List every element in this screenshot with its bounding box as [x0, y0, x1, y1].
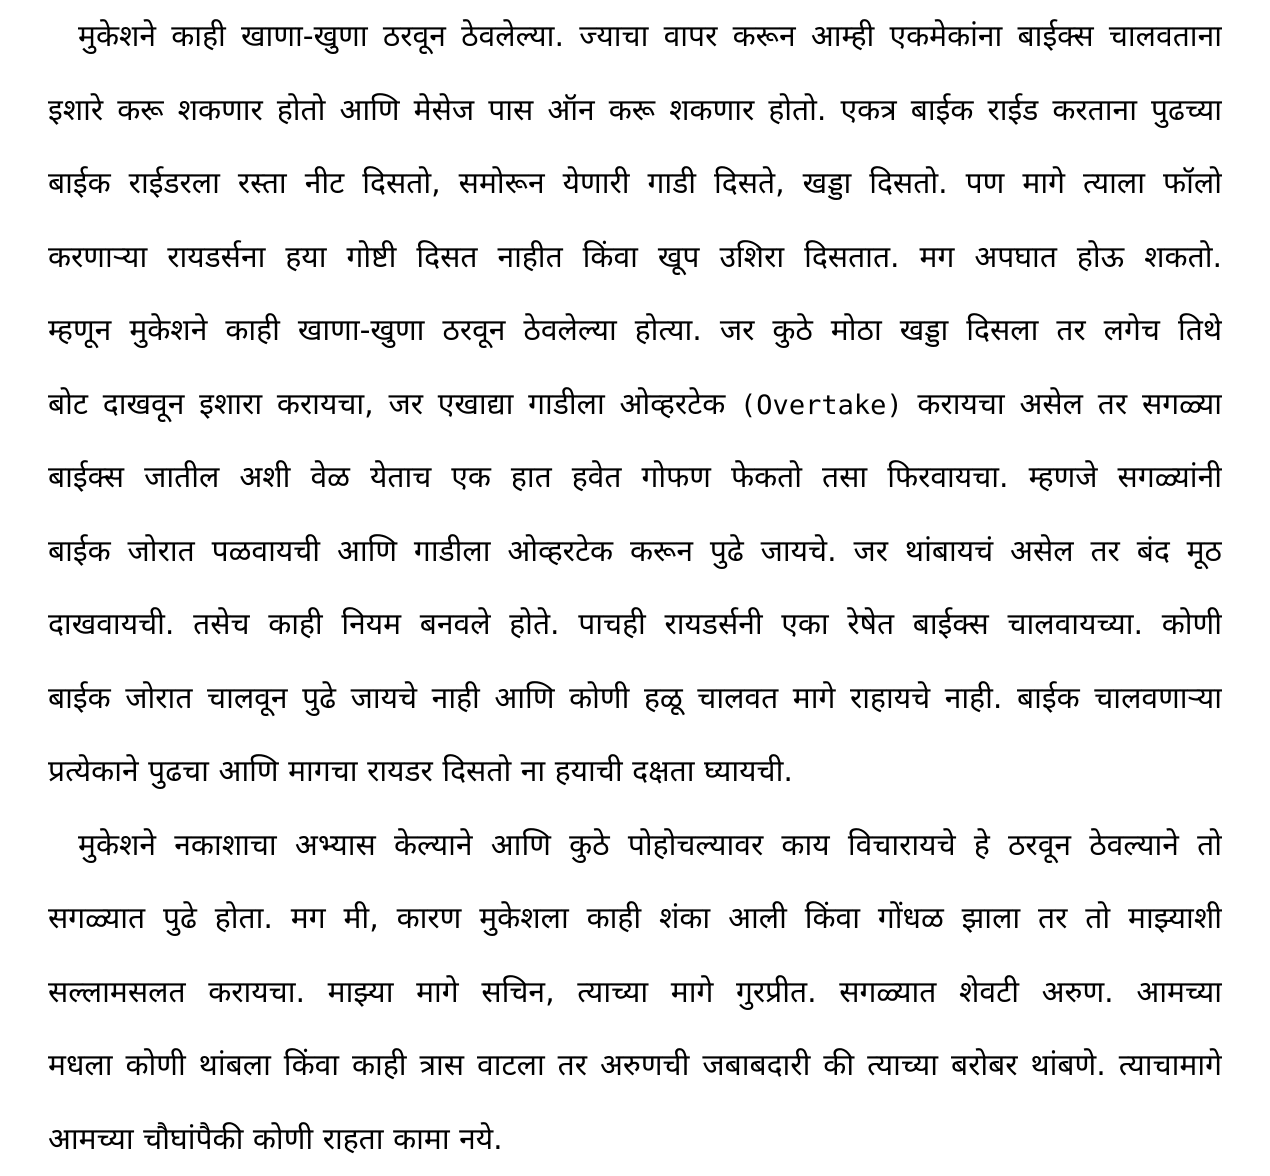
text-line: आमच्या चौघांपैकी कोणी राहता कामा नये.: [48, 1121, 503, 1157]
text-line: बाईक जोरात पळवायची आणि गाडीला ओव्हरटेक करून पुढे जायचे. जर थांबायचं असेल तर बंद मूठ: [48, 533, 1222, 569]
text-block: [48, 0, 1222, 1176]
text-line: दाखवायची. तसेच काही नियम बनवले होते. पाचही रायडर्सनी एका रेषेत बाईक्स चालवायच्या. कोणी: [48, 607, 1222, 642]
text-line: बाईक जोरात चालवून पुढे जायचे नाही आणि कोणी हळू चालवत मागे राहायचे नाही. बाईक चालवणाऱ्या: [48, 680, 1222, 716]
paragraph: [48, 0, 1222, 809]
text-line: बोट दाखवून इशारा करायचा, जर एखाद्या गाडीला ओव्हरटेक (Overtake) करायचा असेल तर सगळ्या: [48, 386, 1222, 422]
text-line: सगळ्यात पुढे होता. मग मी, कारण मुकेशला काही शंका आली किंवा गोंधळ झाला तर तो माझ्याशी: [48, 901, 1222, 936]
paragraph: [48, 809, 1222, 1176]
text-line: बाईक राईडरला रस्ता नीट दिसतो, समोरून येणारी गाडी दिसते, खड्डा दिसतो. पण मागे त्याला फॉलो: [48, 166, 1222, 201]
latin-inline-text: (Overtake): [740, 389, 903, 421]
text-line: मुकेशने नकाशाचा अभ्यास केल्याने आणि कुठे पोहोचल्यावर काय विचारायचे हे ठरवून ठेवल्याने तो: [78, 827, 1222, 863]
text-line: बाईक्स जातील अशी वेळ येताच एक हात हवेत गोफण फेकतो तसा फिरवायचा. म्हणजे सगळ्यांनी: [48, 460, 1222, 495]
text-line: मुकेशने काही खाणा-खुणा ठरवून ठेवलेल्या. ज्याचा वापर करून आम्ही एकमेकांना बाईक्स चालवताना: [78, 19, 1222, 54]
text-line: सल्लामसलत करायचा. माझ्या मागे सचिन, त्याच्या मागे गुरप्रीत. सगळ्यात शेवटी अरुण. आमच्या: [48, 974, 1222, 1010]
text-line: मधला कोणी थांबला किंवा काही त्रास वाटला तर अरुणची जबाबदारी की त्याच्या बरोबर थांबणे. त्याचामागे: [48, 1048, 1222, 1083]
text-line: करणाऱ्या रायडर्सना हया गोष्टी दिसत नाहीत किंवा खूप उशिरा दिसतात. मग अपघात होऊ शकतो.: [48, 239, 1222, 275]
text-line: इशारे करू शकणार होतो आणि मेसेज पास ऑन करू शकणार होतो. एकत्र बाईक राईड करताना पुढच्या: [48, 92, 1222, 128]
text-line: प्रत्येकाने पुढचा आणि मागचा रायडर दिसतो ना हयाची दक्षता घ्यायची.: [48, 754, 793, 789]
text-line: म्हणून मुकेशने काही खाणा-खुणा ठरवून ठेवलेल्या होत्या. जर कुठे मोठा खड्डा दिसला तर लगेच तिथे: [48, 313, 1222, 348]
